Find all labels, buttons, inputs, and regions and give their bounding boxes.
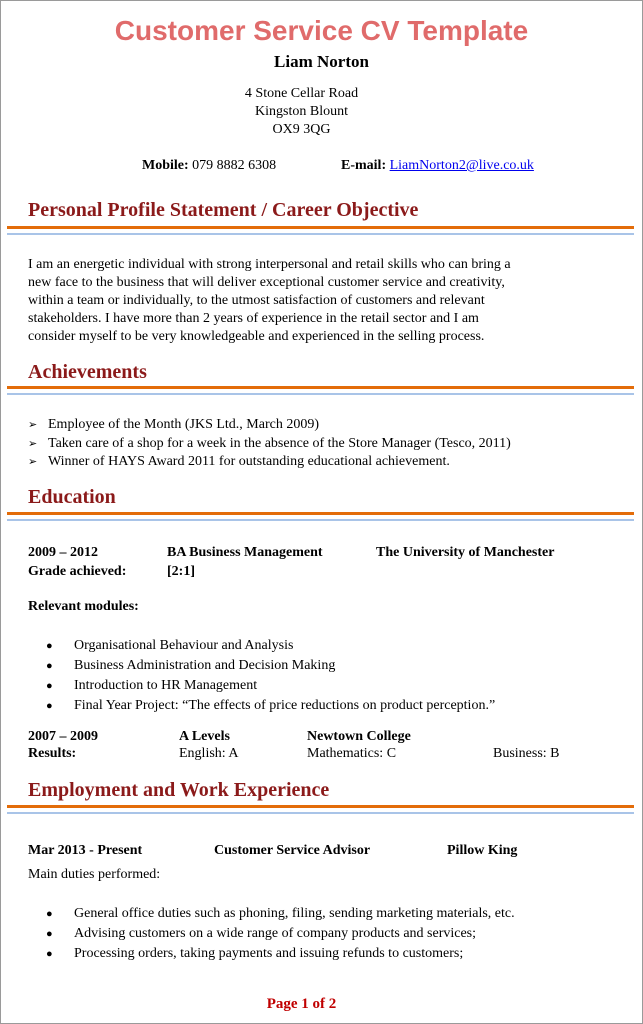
duties-list: [46, 904, 515, 964]
education-rule-blue: [7, 519, 634, 521]
education-heading: Education: [28, 486, 116, 508]
email-link[interactable]: LiamNorton2@live.co.uk: [389, 158, 534, 173]
education-rule-orange: [7, 512, 634, 515]
email-label: E-mail:: [341, 158, 387, 173]
profile-heading: Personal Profile Statement / Career Objective: [28, 199, 419, 221]
bullet-icon: ●: [46, 700, 53, 712]
achievements-rule-orange: [7, 386, 634, 389]
profile-rule-orange: [7, 226, 634, 229]
candidate-name: Liam Norton: [274, 52, 369, 71]
address-line-3: OX9 3QG: [272, 122, 331, 137]
modules-list: [46, 636, 495, 716]
list-item: ● Business Administration and Decision Making: [46, 656, 495, 676]
bullet-icon: ●: [46, 660, 53, 672]
list-item: ● Introduction to HR Management: [46, 676, 495, 696]
bullet-icon: ●: [46, 948, 53, 960]
profile-line: stakeholders. I have more than 2 years of experience in the retail sector and I am: [28, 311, 479, 326]
page-number: Page 1 of 2: [266, 996, 337, 1012]
address-line-1: 4 Stone Cellar Road: [244, 86, 359, 101]
list-item: ➢ Winner of HAYS Award 2011 for outstanding educational achievement.: [28, 453, 511, 472]
achievements-list: [28, 416, 511, 472]
bullet-icon: ●: [46, 928, 53, 940]
address-line-2: Kingston Blount: [255, 104, 348, 119]
result-business: Business: B: [493, 746, 560, 761]
document-title: Customer Service CV Template: [114, 15, 529, 46]
duties-label: Main duties performed:: [28, 867, 161, 882]
modules-label: Relevant modules:: [28, 599, 139, 614]
results-label: Results:: [28, 746, 77, 761]
arrow-bullet-icon: ➢: [28, 456, 38, 468]
mobile-label: Mobile:: [142, 158, 189, 173]
bullet-icon: ●: [46, 680, 53, 692]
employment-rule-blue: [7, 812, 634, 814]
job-dates: Mar 2013 - Present: [28, 843, 143, 858]
list-item: ➢ Employee of the Month (JKS Ltd., March 2009): [28, 416, 511, 435]
profile-statement: [28, 256, 588, 346]
profile-line: I am an energetic individual with strong interpersonal and retail skills who can bring a: [28, 257, 511, 272]
list-item: ● General office duties such as phoning, filing, sending marketing materials, etc.: [46, 904, 515, 924]
alevels-dates: 2007 – 2009: [28, 729, 98, 744]
list-item: ● Advising customers on a wide range of company products and services;: [46, 924, 515, 944]
grade-label: Grade achieved:: [28, 564, 127, 579]
profile-rule-blue: [7, 233, 634, 235]
arrow-bullet-icon: ➢: [28, 419, 38, 431]
achievements-rule-blue: [7, 393, 634, 395]
profile-line: new face to the business that will deliver exceptional customer service and creativity,: [28, 275, 505, 290]
bullet-icon: ●: [46, 640, 53, 652]
degree-course: BA Business Management: [167, 545, 323, 560]
mobile-number: 079 8882 6308: [192, 158, 277, 173]
alevels-institution: Newtown College: [307, 729, 411, 744]
degree-institution: The University of Manchester: [376, 545, 555, 560]
grade-value: [2:1]: [167, 564, 195, 579]
bullet-icon: ●: [46, 908, 53, 920]
list-item: ➢ Taken care of a shop for a week in the absence of the Store Manager (Tesco, 2011): [28, 435, 511, 454]
list-item: ● Organisational Behaviour and Analysis: [46, 636, 495, 656]
list-item: ● Processing orders, taking payments and issuing refunds to customers;: [46, 944, 515, 964]
achievements-heading: Achievements: [28, 361, 147, 383]
profile-line: consider myself to be very knowledgeable and experienced in the selling process.: [28, 329, 485, 344]
profile-line: within a team or individually, to the utmost satisfaction of customers and relevant: [28, 293, 485, 308]
result-maths: Mathematics: C: [307, 746, 397, 761]
mobile-contact: [142, 158, 276, 174]
degree-dates: 2009 – 2012: [28, 545, 98, 560]
employment-heading: Employment and Work Experience: [28, 779, 330, 801]
email-contact: [341, 158, 534, 174]
job-role: Customer Service Advisor: [214, 843, 371, 858]
job-company: Pillow King: [447, 843, 518, 858]
employment-rule-orange: [7, 805, 634, 808]
list-item: ● Final Year Project: “The effects of price reductions on product perception.”: [46, 696, 495, 716]
result-english: English: A: [179, 746, 239, 761]
arrow-bullet-icon: ➢: [28, 437, 38, 450]
alevels-qualification: A Levels: [179, 729, 230, 744]
